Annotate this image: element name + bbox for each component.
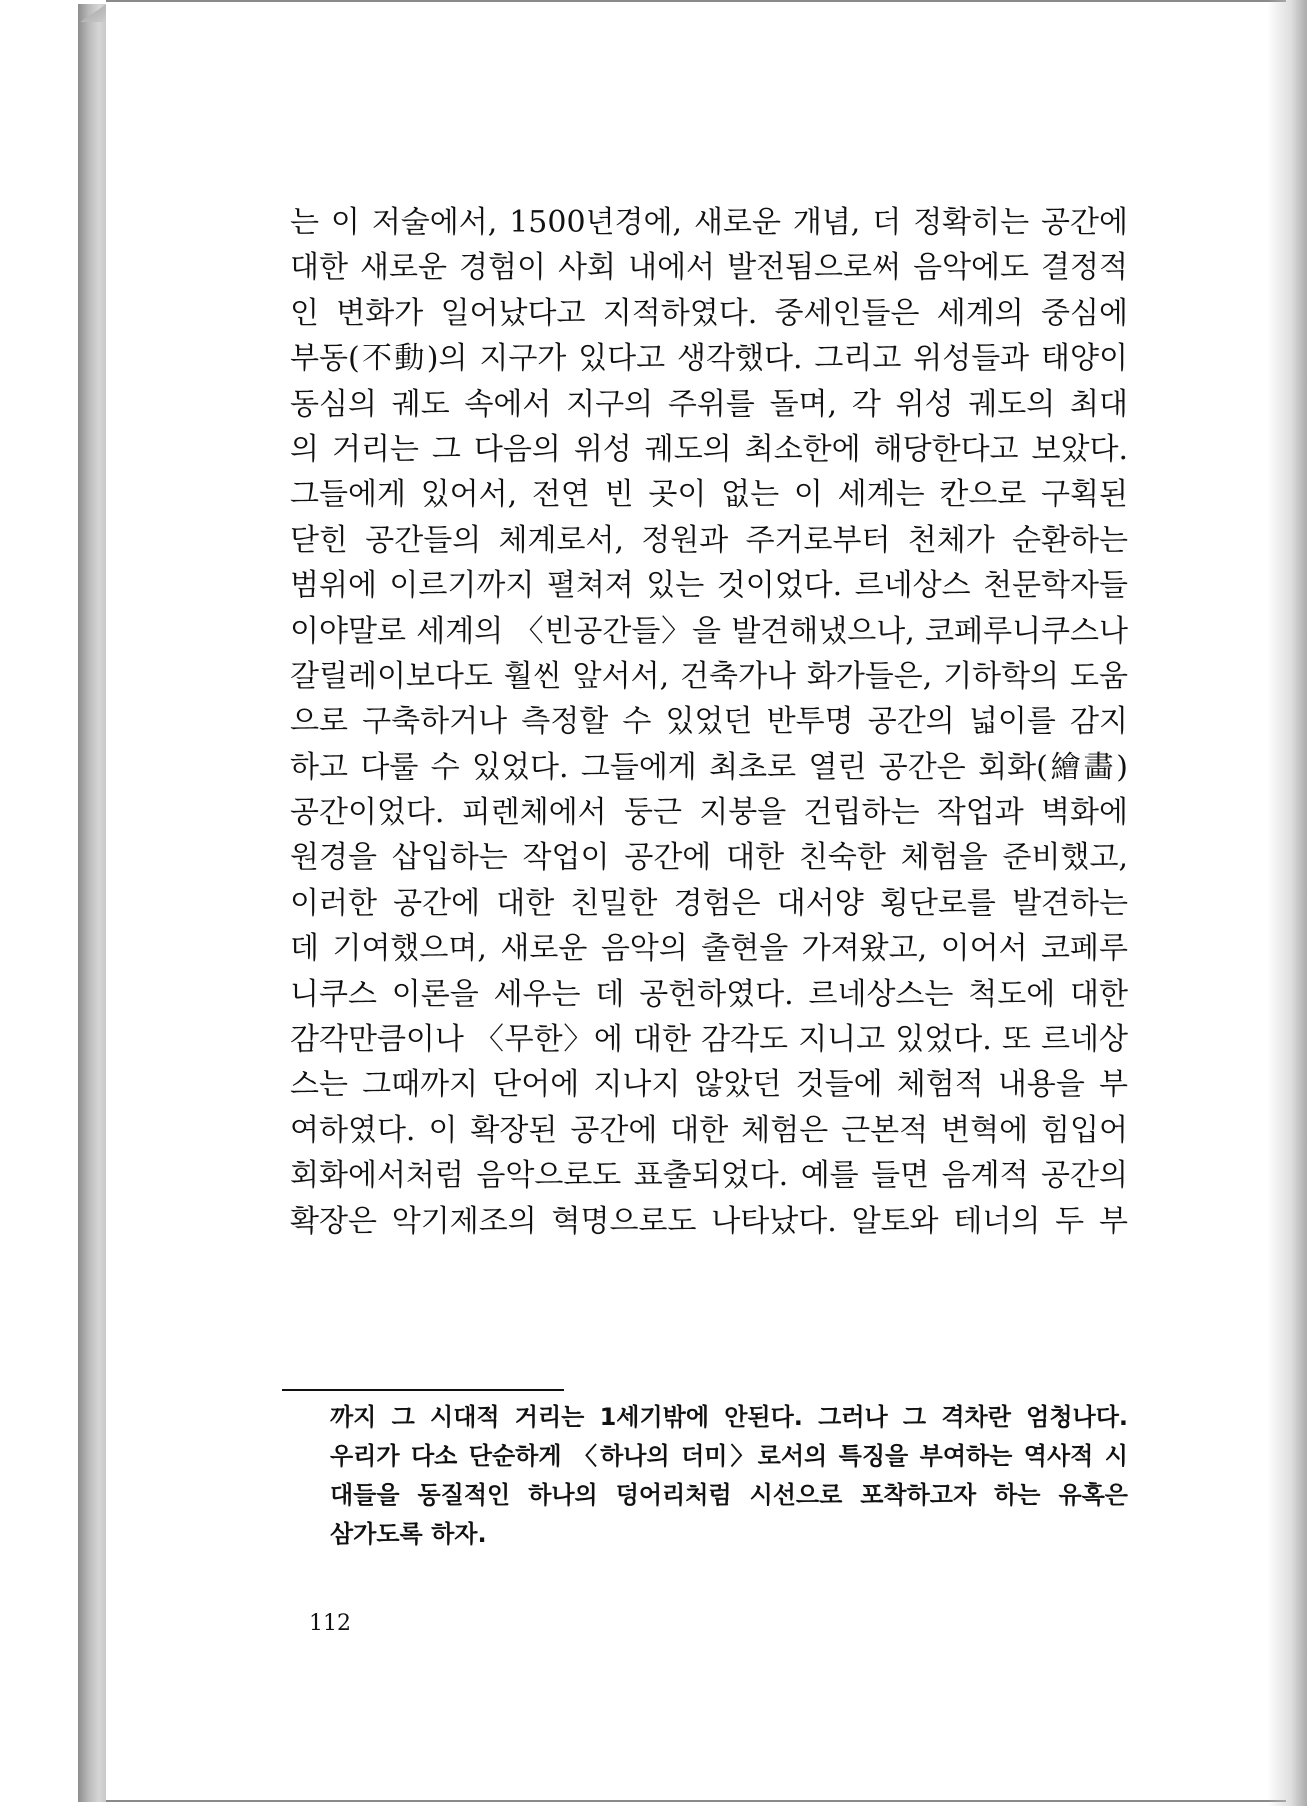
body-line: 으로 구축하거나 측정할 수 있었던 반투명 공간의 넓이를 감지 [290, 704, 1128, 740]
body-line: 감각만큼이나 〈무한〉에 대한 감각도 지니고 있었다. 또 르네상 [290, 1022, 1128, 1058]
body-line: 확장은 악기제조의 혁명으로도 나타났다. 알토와 테너의 두 부 [290, 1203, 1128, 1239]
body-line: 스는 그때까지 단어에 지나지 않았던 것들에 체험적 내용을 부 [290, 1067, 1128, 1103]
body-line: 이야말로 세계의 〈빈공간들〉을 발견해냈으나, 코페루니쿠스나 [290, 613, 1128, 649]
body-line: 공간이었다. 피렌체에서 둥근 지붕을 건립하는 작업과 벽화에 [290, 795, 1128, 831]
footnote-line: 대들을 동질적인 하나의 덩어리처럼 시선으로 포착하고자 하는 유혹은 [330, 1481, 1128, 1509]
body-line: 닫힌 공간들의 체계로서, 정원과 주거로부터 천체가 순환하는 [290, 522, 1128, 558]
body-line: 이러한 공간에 대한 친밀한 경험은 대서양 횡단로를 발견하는 [290, 885, 1128, 921]
book-spine [78, 4, 108, 1802]
body-line: 니쿠스 이론을 세우는 데 공헌하였다. 르네상스는 척도에 대한 [290, 976, 1128, 1012]
body-line: 대한 새로운 경험이 사회 내에서 발전됨으로써 음악에도 결정적 [290, 250, 1128, 286]
body-text [290, 200, 1128, 1244]
footnote-line: 우리가 다소 단순하게 〈하나의 더미〉로서의 특징을 부여하는 역사적 시 [330, 1442, 1128, 1470]
body-line: 범위에 이르기까지 펼쳐져 있는 것이었다. 르네상스 천문학자들 [290, 568, 1128, 604]
body-line: 동심의 궤도 속에서 지구의 주위를 돌며, 각 위성 궤도의 최대 [290, 386, 1128, 422]
body-line: 회화에서처럼 음악으로도 표출되었다. 예를 들면 음계적 공간의 [290, 1158, 1128, 1194]
footnote-text [330, 1398, 1128, 1554]
footnote-line: 까지 그 시대적 거리는 1세기밖에 안된다. 그러나 그 격차란 엄청나다. [330, 1403, 1128, 1431]
body-line: 인 변화가 일어났다고 지적하였다. 중세인들은 세계의 중심에 [290, 295, 1128, 331]
page-number: 112 [309, 1611, 351, 1636]
body-line: 는 이 저술에서, 1500년경에, 새로운 개념, 더 정확히는 공간에 [290, 205, 1128, 240]
body-line: 그들에게 있어서, 전연 빈 곳이 없는 이 세계는 칸으로 구획된 [290, 477, 1128, 513]
body-line: 하고 다룰 수 있었다. 그들에게 최초로 열린 공간은 회화(繪畵) [290, 749, 1128, 785]
body-line: 원경을 삽입하는 작업이 공간에 대한 친숙한 체험을 준비했고, [290, 840, 1128, 876]
page-edge-shadow [1267, 0, 1307, 1806]
body-line: 데 기여했으며, 새로운 음악의 출현을 가져왔고, 이어서 코페루 [290, 931, 1128, 967]
body-line: 여하였다. 이 확장된 공간에 대한 체험은 근본적 변혁에 힘입어 [290, 1112, 1128, 1148]
body-line: 부동(不動)의 지구가 있다고 생각했다. 그리고 위성들과 태양이 [290, 341, 1128, 377]
footnote-line: 삼가도록 하자. [330, 1520, 487, 1548]
body-line: 갈릴레이보다도 훨씬 앞서서, 건축가나 화가들은, 기하학의 도움 [290, 658, 1128, 694]
footnote-divider [282, 1389, 564, 1391]
body-line: 의 거리는 그 다음의 위성 궤도의 최소한에 해당한다고 보았다. [290, 431, 1128, 467]
